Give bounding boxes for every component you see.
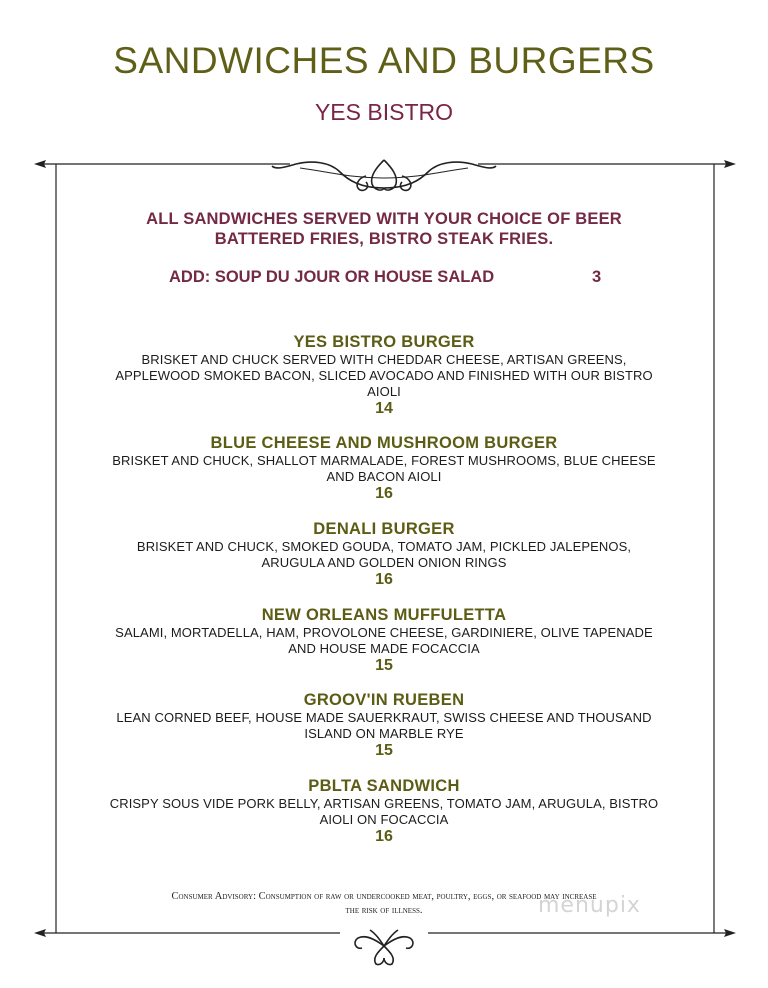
item-description-line: AIOLI — [367, 384, 401, 399]
item-description — [40, 453, 728, 485]
item-description-line: BRISKET AND CHUCK, SMOKED GOUDA, TOMATO JAM, PICKLED JALEPENOS, — [136, 539, 632, 554]
menu-title: SANDWICHES AND BURGERS — [113, 40, 655, 81]
sides-note-line-1: ALL SANDWICHES SERVED WITH YOUR CHOICE OF BEER — [146, 210, 622, 228]
item-price: 14 — [375, 400, 393, 417]
item-description — [40, 796, 728, 828]
item-name: PBLTA SANDWICH — [308, 777, 460, 795]
advisory-line-2: the risk of illness. — [345, 905, 423, 916]
item-description-line: AIOLI ON FOCACCIA — [319, 812, 449, 827]
menu-item — [40, 520, 728, 588]
item-price: 15 — [375, 657, 393, 674]
item-description-line: SALAMI, MORTADELLA, HAM, PROVOLONE CHEESE, GARDINIERE, OLIVE TAPENADE — [115, 625, 653, 640]
item-description-line: ISLAND ON MARBLE RYE — [304, 726, 464, 741]
menu-item — [40, 434, 728, 502]
sides-note-line-2: BATTERED FRIES, BISTRO STEAK FRIES. — [214, 230, 554, 248]
item-description-line: AND BACON AIOLI — [326, 469, 442, 484]
sides-note — [0, 209, 768, 249]
item-description-line: AND HOUSE MADE FOCACCIA — [288, 641, 480, 656]
restaurant-name: YES BISTRO — [314, 99, 454, 125]
item-price: 16 — [375, 571, 393, 588]
item-description-line: ARUGULA AND GOLDEN ONION RINGS — [261, 555, 507, 570]
item-name: NEW ORLEANS MUFFULETTA — [261, 606, 507, 624]
watermark: menupix — [538, 893, 641, 918]
item-description — [40, 625, 728, 657]
menu-item — [40, 777, 728, 845]
item-description — [40, 710, 728, 742]
item-description-line: APPLEWOOD SMOKED BACON, SLICED AVOCADO AND FINISHED WITH OUR BISTRO — [115, 368, 653, 383]
item-price: 16 — [375, 485, 393, 502]
item-description-line: CRISPY SOUS VIDE PORK BELLY, ARTISAN GREENS, TOMATO JAM, ARUGULA, BISTRO — [109, 796, 659, 811]
item-description-line: BRISKET AND CHUCK SERVED WITH CHEDDAR CHEESE, ARTISAN GREENS, — [141, 352, 627, 367]
item-name: BLUE CHEESE AND MUSHROOM BURGER — [210, 434, 558, 452]
advisory-line-1: Consumer Advisory: Consumption of raw or undercooked meat, poultry, eggs, or seafood may increase — [171, 891, 597, 902]
menu-item — [40, 606, 728, 674]
item-name: YES BISTRO BURGER — [293, 333, 475, 351]
addon-price: 3 — [592, 268, 602, 286]
item-description — [40, 352, 728, 400]
addon-label: ADD: SOUP DU JOUR OR HOUSE SALAD — [169, 268, 495, 286]
item-price: 15 — [375, 742, 393, 759]
top-flourish-ornament-icon — [272, 160, 496, 190]
item-description — [40, 539, 728, 571]
menu-item — [40, 333, 728, 417]
item-name: DENALI BURGER — [313, 520, 455, 538]
item-description-line: LEAN CORNED BEEF, HOUSE MADE SAUERKRAUT, SWISS CHEESE AND THOUSAND — [116, 710, 652, 725]
item-description-line: BRISKET AND CHUCK, SHALLOT MARMALADE, FOREST MUSHROOMS, BLUE CHEESE — [112, 453, 656, 468]
bottom-flourish-ornament-icon — [355, 930, 413, 965]
item-price: 16 — [375, 828, 393, 845]
item-name: GROOV'IN RUEBEN — [303, 691, 465, 709]
menu-item — [40, 691, 728, 759]
